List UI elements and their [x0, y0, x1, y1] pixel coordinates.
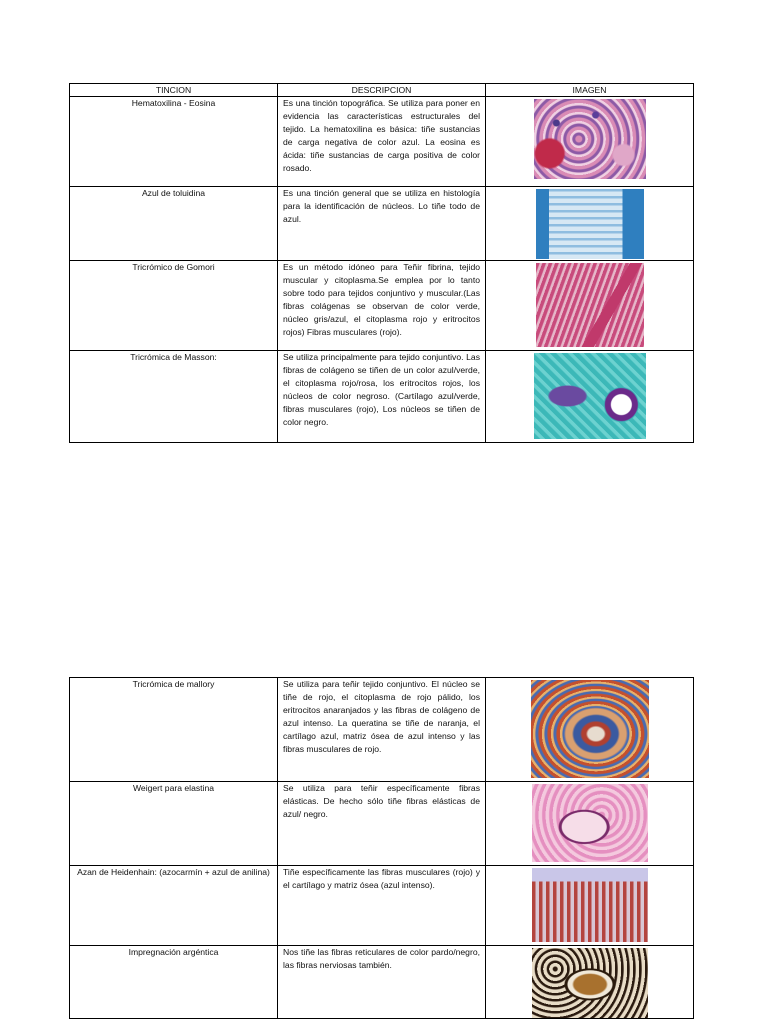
stains-table-2	[69, 677, 694, 1019]
micrograph-image	[536, 189, 644, 259]
stain-description: Se utiliza para teñir específicamente fibras elásticas. De hecho sólo tiñe fibras elásticas de azul/ negro.	[278, 782, 486, 866]
micrograph-image	[532, 948, 648, 1018]
table-row	[70, 782, 694, 866]
stain-description: Es un método idóneo para Teñir fibrina, tejido muscular y citoplasma.Se emplea por lo tanto sobre todo para tejidos conjuntivo y muscular.(Las fibras colágenas se observan de color verde, núcleo gris/azul, el citoplasma rojo y eritrocitos rojos) Fibras musculares (rojo).	[278, 261, 486, 351]
stain-name: Hematoxilina - Eosina	[70, 97, 278, 187]
table-row	[70, 866, 694, 946]
stains-table-1	[69, 83, 694, 443]
table-header-row	[70, 84, 694, 97]
stain-name: Tricrómico de Gomori	[70, 261, 278, 351]
stain-description: Es una tinción general que se utiliza en histología para la identificación de núcleos. Lo tiñe todo de azul.	[278, 187, 486, 261]
stain-description: Se utiliza para teñir tejido conjuntivo. El núcleo se tiñe de rojo, el citoplasma de rojo pálido, los eritrocitos anaranjados y las fibras de colágeno de azul intenso. La queratina se tiñe de naranja, el cartílago azul, matriz ósea de azul intenso y las fibras musculares de rojo.	[278, 678, 486, 782]
table-row	[70, 678, 694, 782]
stain-name: Azan de Heidenhain: (azocarmín + azul de anilina)	[70, 866, 278, 946]
micrograph-image	[532, 868, 648, 942]
stain-description: Se utiliza principalmente para tejido conjuntivo. Las fibras de colágeno se tiñen de un color azul/verde, el citoplasma rojo/rosa, los eritrocitos rojos, los núcleos de color negroso. (Cartílago azul/verde, fibras musculares (rojo), Los núcleos se tiñen de color negro.	[278, 351, 486, 443]
micrograph-image	[534, 99, 646, 179]
table-row	[70, 97, 694, 187]
table-row	[70, 261, 694, 351]
table-row	[70, 351, 694, 443]
stain-description: Es una tinción topográfica. Se utiliza para poner en evidencia las características estructurales del tejido. La hematoxilina es básica: tiñe sustancias de carga negativa de color azul. La eosina es ácida: tiñe sustancias de carga positiva de color rosado.	[278, 97, 486, 187]
stain-description: Nos tiñe las fibras reticulares de color pardo/negro, las fibras nerviosas también.	[278, 946, 486, 1019]
table-row	[70, 187, 694, 261]
micrograph-image	[534, 353, 646, 439]
stain-name: Azul de toluidina	[70, 187, 278, 261]
header-tincion: TINCION	[70, 84, 278, 97]
stain-description: Tiñe específicamente las fibras musculares (rojo) y el cartílago y matriz ósea (azul intenso).	[278, 866, 486, 946]
micrograph-image	[531, 680, 649, 778]
header-descripcion: DESCRIPCION	[278, 84, 486, 97]
stain-name: Impregnación argéntica	[70, 946, 278, 1019]
stain-name: Weigert para elastina	[70, 782, 278, 866]
table-row	[70, 946, 694, 1019]
stain-name: Tricrómica de mallory	[70, 678, 278, 782]
micrograph-image	[532, 784, 648, 862]
header-imagen: IMAGEN	[486, 84, 694, 97]
stain-name: Tricrómica de Masson:	[70, 351, 278, 443]
micrograph-image	[536, 263, 644, 347]
